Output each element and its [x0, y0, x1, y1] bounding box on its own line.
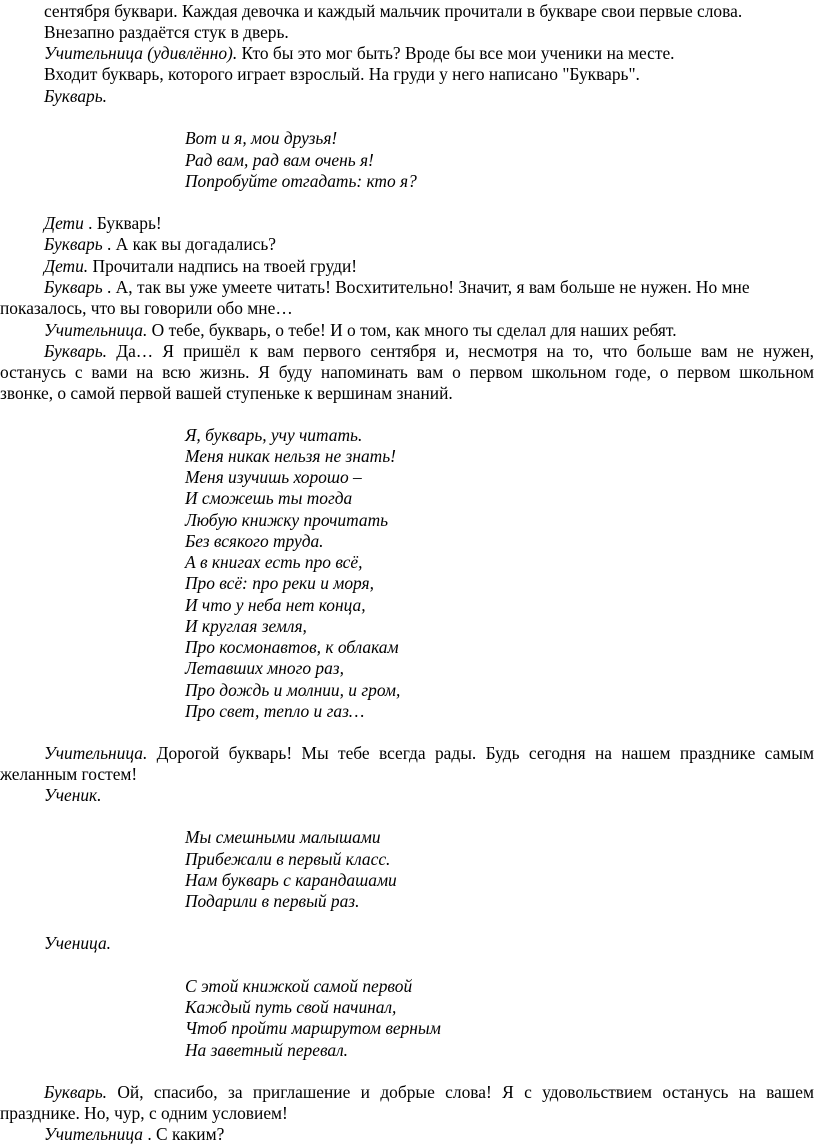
speech-text: Дорогой букварь! Мы тебе всегда рады. Будь сегодня на нашем празднике самым [147, 743, 814, 763]
stage-direction: Входит букварь, которого играет взрослый. На груди у него написано "Букварь". [44, 64, 640, 84]
speaker-name: Букварь [44, 277, 103, 297]
poem-line: На заветный перевал. [185, 1040, 349, 1060]
poem-line: Нам букварь с карандашами [185, 870, 397, 890]
speech-text: желанным гостем! [0, 764, 138, 784]
poem-line: Вот и я, мои друзья! [185, 128, 338, 148]
speech-text: . А как вы догадались? [102, 234, 277, 254]
stage-direction: Внезапно раздаётся стук в дверь. [44, 22, 289, 42]
speech-text: О тебе, букварь, о тебе! И о том, как много ты сделал для наших ребят. [147, 320, 677, 340]
poem-line: И круглая земля, [185, 616, 307, 636]
poem-line: Попробуйте отгадать: кто я? [185, 171, 417, 191]
poem-line: Каждый путь свой начинал, [185, 997, 397, 1017]
intro-line: сентября буквари. Каждая девочка и каждый мальчик прочитали в букваре свои первые слова. [44, 1, 743, 21]
poem-line: Прибежали в первый класс. [185, 849, 391, 869]
dialog-line [44, 341, 814, 362]
dialog-line [44, 320, 677, 341]
speech-text: Ой, спасибо, за приглашение и добрые слова! Я с удовольствием останусь на вашем [106, 1082, 814, 1102]
poem-line: С этой книжкой самой первой [185, 976, 413, 996]
speaker-name: Дети. [44, 256, 89, 276]
speaker-name: Учительница. [44, 320, 148, 340]
dialog-line [44, 1082, 814, 1103]
dialog-line [44, 213, 162, 234]
poem-line: Меня изучишь хорошо – [185, 467, 362, 487]
poem-line: Подарили в первый раз. [185, 891, 360, 911]
speaker-name: Букварь. [44, 86, 107, 106]
speaker-name: Ученица. [44, 933, 111, 953]
speaker-name: Букварь. [44, 341, 107, 361]
dialog-line [44, 43, 675, 64]
speaker-name: Учительница [44, 1124, 143, 1144]
dialog-line [44, 234, 276, 255]
poem-line: Чтоб пройти маршрутом верным [185, 1018, 441, 1038]
poem-line: Без всякого труда. [185, 531, 324, 551]
poem-line: Летавших много раз, [185, 658, 344, 678]
speech-text: . С каким? [142, 1124, 225, 1144]
dialog-line [44, 277, 750, 298]
speaker-name: Учительница. [44, 743, 148, 763]
poem-line: А в книгах есть про всё, [185, 552, 363, 572]
poem-line: И что у неба нет конца, [185, 595, 366, 615]
speech-text: звонке, о самой первой вашей ступеньке к вершинам знаний. [0, 383, 453, 403]
speech-text: празднике. Но, чур, с одним условием! [0, 1103, 288, 1123]
poem-line: Про космонавтов, к облакам [185, 637, 399, 657]
poem-line: Меня никак нельзя не знать! [185, 446, 396, 466]
poem-line: Я, букварь, учу читать. [185, 425, 363, 445]
poem-line: Про всё: про реки и моря, [185, 573, 374, 593]
speaker-name: Букварь. [44, 1082, 107, 1102]
speech-text: . Букварь! [83, 213, 162, 233]
speaker-name: Учительница (удивлённо). [44, 43, 238, 63]
poem-line: Про дождь и молнии, и гром, [185, 680, 401, 700]
poem-line: Мы смешными малышами [185, 827, 381, 847]
poem-line: Рад вам, рад вам очень я! [185, 150, 374, 170]
poem-line: И сможешь ты тогда [185, 488, 353, 508]
speech-text: Кто бы это мог быть? Вроде бы все мои ученики на месте. [237, 43, 675, 63]
dialog-line [44, 256, 357, 277]
speech-text: останусь с вами на всю жизнь. Я буду напоминать вам о первом школьном годе, о первом школьном [0, 362, 814, 382]
speaker-name: Ученик. [44, 785, 102, 805]
speech-text: Прочитали надпись на твоей груди! [88, 256, 358, 276]
poem-line: Про свет, тепло и газ… [185, 701, 365, 721]
speaker-name: Дети [44, 213, 84, 233]
speech-text: показалось, что вы говорили обо мне… [0, 298, 293, 318]
dialog-line [44, 743, 814, 764]
speaker-name: Букварь [44, 234, 103, 254]
poem-line: Любую книжку прочитать [185, 510, 389, 530]
dialog-line [44, 1124, 224, 1145]
speech-text: . А, так вы уже умеете читать! Восхитительно! Значит, я вам больше не нужен. Но мне [102, 277, 750, 297]
speech-text: Да… Я пришёл к вам первого сентября и, несмотря на то, что больше вам не нужен, [106, 341, 814, 361]
